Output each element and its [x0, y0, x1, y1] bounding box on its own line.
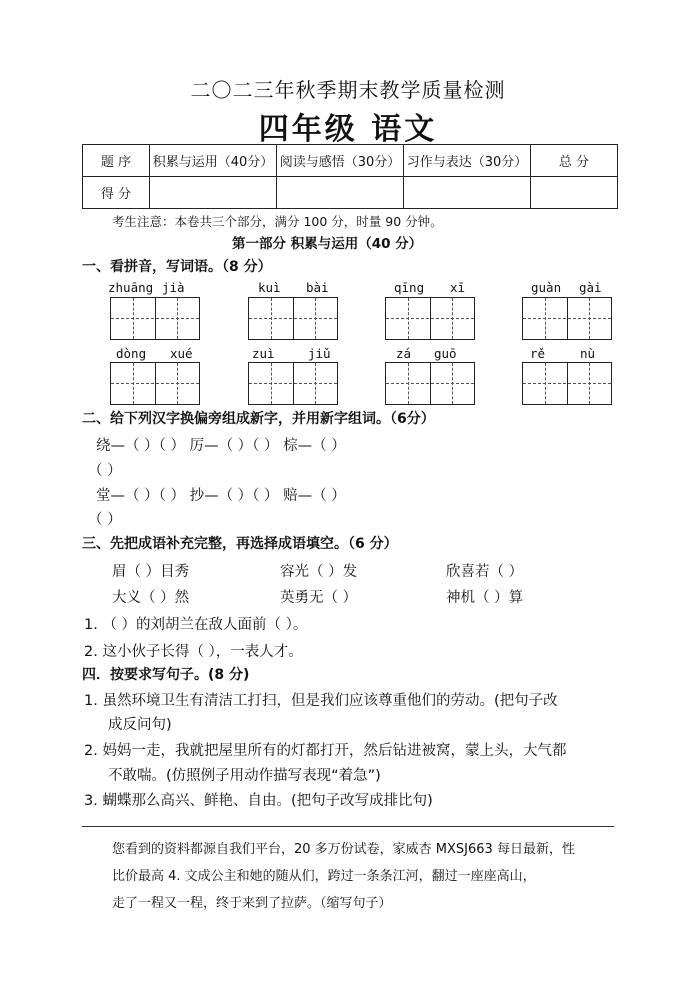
score-header-cell: 题 序 [83, 145, 150, 177]
exam-subtitle: 四年级 语文 [258, 112, 438, 147]
exam-title: 二〇二三年秋季期末教学质量检测 [190, 78, 506, 102]
pinyin-label: xué [170, 346, 193, 361]
writing-grid[interactable] [110, 362, 200, 405]
part1-title: 第一部分 积累与运用（40 分） [232, 236, 423, 252]
pinyin-label: kuì [258, 280, 281, 295]
q4-sentence: 1. 虽然环境卫生有清洁工打扫，但是我们应该尊重他们的劳动。(把句子改 [84, 693, 558, 709]
q4-sentence: 3. 蝴蝶那么高兴、鲜艳、自由。(把句子改写成排比句) [84, 793, 433, 809]
writing-grid[interactable] [110, 297, 200, 340]
q3-fill-sentence: 2. 这小伙子长得（ ），一表人才。 [84, 644, 303, 660]
q4-sentence: 成反问句) [108, 717, 172, 733]
score-table-score-row [83, 177, 618, 209]
writing-grid[interactable] [248, 362, 338, 405]
writing-grid[interactable] [522, 362, 612, 405]
pinyin-label: nù [580, 346, 596, 361]
q1-title: 一、看拼音，写词语。（8 分） [82, 259, 272, 275]
score-header-cell: 积累与运用（40分） [150, 145, 277, 177]
score-header-cell: 总 分 [531, 145, 618, 177]
q2-title: 二、给下列汉字换偏旁组成新字，并用新字组词。（6分） [82, 411, 435, 427]
q3-fill-sentence: 1. （ ）的刘胡兰在敌人面前（ ）。 [84, 617, 308, 633]
footer-line: 走了一程又一程，终于来到了拉萨。（缩写句子） [112, 896, 392, 911]
score-row-label: 得 分 [83, 177, 150, 209]
footer-divider [82, 826, 614, 827]
footer-line: 比价最高 4. 文成公主和她的随从们，跨过一条条江河，翻过一座座高山， [112, 869, 536, 884]
score-header-cell: 阅读与感悟（30分） [277, 145, 404, 177]
pinyin-label: zá [396, 346, 412, 361]
idiom-item: 眉（ ）目秀 [112, 564, 190, 580]
score-table [82, 144, 618, 209]
q2-line: （ ） [88, 512, 122, 528]
score-header-cell: 习作与表达（30分） [404, 145, 531, 177]
score-blank-cell[interactable] [150, 177, 277, 209]
writing-grid[interactable] [385, 362, 475, 405]
pinyin-label: dòng [116, 346, 147, 361]
idiom-item: 容光（ ）发 [280, 564, 358, 580]
q4-sentence: 不敢喘。(仿照例子用动作描写表现“着急”) [108, 768, 381, 784]
exam-notice: 考生注意：本卷共三个部分，满分 100 分，时量 90 分钟。 [112, 214, 443, 229]
writing-grid[interactable] [385, 297, 475, 340]
q4-title: 四．按要求写句子。(8 分) [82, 667, 250, 683]
pinyin-label: gài [579, 280, 602, 295]
pinyin-label: jiǔ [308, 346, 331, 361]
q2-line: 绕—（ ）（ ） 厉—（ ）（ ） 棕—（ ） [96, 438, 346, 454]
idiom-item: 欣喜若（ ） [446, 564, 524, 580]
pinyin-label: guàn [531, 280, 562, 295]
pinyin-label: rě [530, 346, 546, 361]
idiom-item: 神机（ ）算 [446, 590, 524, 606]
writing-grid[interactable] [248, 297, 338, 340]
q2-line: （ ） [88, 463, 122, 479]
idiom-item: 大义（ ）然 [112, 590, 190, 606]
pinyin-label: zhuāng [108, 280, 154, 295]
score-blank-cell[interactable] [531, 177, 618, 209]
idiom-item: 英勇无（ ） [280, 590, 358, 606]
pinyin-label: zuì [252, 346, 275, 361]
pinyin-label: guō [434, 346, 457, 361]
writing-grid[interactable] [522, 297, 612, 340]
pinyin-label: bài [306, 280, 329, 295]
footer-line: 您看到的资料都源自我们平台，20 多万份试卷，家威杏 MXSJ663 每日最新，性 [112, 842, 575, 857]
q4-sentence: 2. 妈妈一走，我就把屋里所有的灯都打开，然后钻进被窝，蒙上头，大气都 [84, 743, 567, 759]
score-table-header-row [83, 145, 618, 177]
pinyin-label: qīng [394, 280, 425, 295]
pinyin-label: xī [450, 280, 466, 295]
score-blank-cell[interactable] [277, 177, 404, 209]
q2-line: 堂—（ ）（ ） 抄—（ ）（ ） 赔—（ ） [96, 488, 346, 504]
q3-title: 三、先把成语补充完整，再选择成语填空。（6 分） [82, 536, 398, 552]
pinyin-label: jià [162, 280, 185, 295]
score-blank-cell[interactable] [404, 177, 531, 209]
